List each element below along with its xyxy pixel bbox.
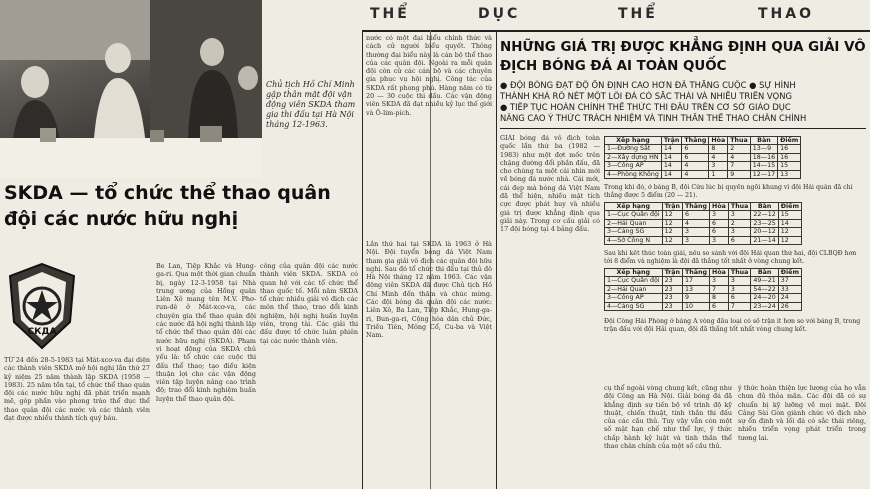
header-cell: Thắng [683, 203, 710, 211]
table-row [605, 170, 801, 178]
cell: 8 [709, 145, 728, 153]
cell: 54—22 [751, 285, 778, 293]
header-word-1: THỂ [370, 6, 410, 22]
cell: 4 [682, 162, 709, 170]
cell: 33 [778, 285, 801, 293]
cell: 7 [710, 285, 729, 293]
table-row [605, 145, 801, 153]
cell: 13 [683, 285, 710, 293]
left-article-col1-top [84, 262, 154, 352]
cell: 3 [683, 228, 710, 236]
header-cell: Thắng [683, 269, 710, 277]
cell: 23—25 [751, 219, 778, 227]
cell: 15 [778, 162, 801, 170]
standings-table-group-a [604, 136, 801, 179]
cell: 23—24 [751, 302, 778, 310]
cell: 6 [683, 211, 710, 219]
cell: 3 [728, 277, 751, 285]
header-cell: Thua [728, 203, 751, 211]
cell: 26 [778, 302, 801, 310]
header-word-3: THỂ [618, 6, 658, 22]
note-text: Đội Công Hải Phòng ở bảng A vòng đầu loại có số trận ít hơn so với bảng B, trong trận đấu với đội Hải quan, đội đã thắng tốt nhất vòng chung kết. [604, 318, 861, 333]
deck-line: THÀNH KHÁ RÕ NÉT MỘT LỐI ĐÁ CÓ SẮC THÁI VÀ NHIỀU TRIỂN VỌNG [500, 91, 793, 101]
cell: 4 [728, 153, 751, 161]
cell: 7 [728, 302, 751, 310]
cell: 23 [662, 277, 682, 285]
left-article-col2: Be Lan, Tiệp Khắc và Hung-ga-ri. Qua một thời gian chuẩn bị, ngày 12-3-1958 tại Nhà trung ương của Hồng quân Liên Xô mang tên M.V. Phơ-run-dê ở Mát-xcơ-va, các chuyên gia thể thao quân đội các nước đã hội nghị thành lập tổ chức thể thao quân đội các nước hữu nghị (SKDA). Phạm vi hoạt động của SKDA chủ yếu là: tổ chức các cuộc thi đấu thể thao; tạo điều kiện thuận lợi cho các vận động viên tập luyện nâng cao trình độ; trao đổi kinh nghiệm huấn luyện thể thao quân đội. [156, 262, 256, 403]
cell: 12 [778, 236, 801, 244]
header-word-4: THAO [758, 6, 815, 22]
deck-line: NÂNG CAO Ý THỨC TRÁCH NHIỆM VÀ TINH THẦN THỂ THAO CHÂN CHÍNH [500, 113, 807, 123]
cell: 3 [710, 211, 729, 219]
deck-line: ● TIẾP TỤC HOÀN CHỈNH THỂ THỨC THI ĐẤU TRÊN CƠ SỞ GIÁO DỤC [500, 102, 791, 112]
team-cell: 2—Xây dựng HN [605, 153, 662, 161]
team-cell: 4—Sở Công N [605, 236, 663, 244]
header-cell: Trận [662, 203, 682, 211]
header-cell: Bàn [751, 203, 778, 211]
cell: 14 [778, 219, 801, 227]
divider [500, 128, 866, 129]
cell: 6 [710, 219, 729, 227]
cell: 9 [728, 170, 751, 178]
team-cell: 1—Cục Quân đội [605, 211, 663, 219]
photo-caption: Chủ tịch Hồ Chí Minh gặp thân mật đội vận động viên SKDA tham gia thi đấu tại Hà Nội tháng 12-1963. [266, 80, 356, 129]
historical-photo [0, 0, 262, 178]
cell: 22—12 [751, 211, 778, 219]
cell: 2 [728, 145, 751, 153]
cell: 15 [778, 211, 801, 219]
team-cell: 3—Cảng SG [605, 228, 663, 236]
right-article-col3: ý thức hoàn thiện lực lượng của họ vẫn chưa đủ thỏa mãn. Các đội đã có sự chuẩn bị kỹ lưỡng về mọi mặt. Đội Cảng Sài Gòn giành chức vô địch nhờ sự ổn định và lối đá có sắc thái riêng, nhiều triển vọng phát triển trong tương lai. [738, 384, 866, 442]
cell: 1 [709, 170, 728, 178]
cell: 12 [662, 228, 682, 236]
note-text: Sau khi kết thúc toàn giải, nêu so sánh với đội Hải quan thứ hai, đội CLBQĐ hơn tới 8 điểm và nghiệm là đội đã thắng tốt nhất ở vòng chung kết. [604, 250, 857, 265]
header-cell: Điểm [778, 269, 801, 277]
svg-text:СКДА: СКДА [27, 327, 57, 337]
team-cell: 3—Công AP [605, 162, 662, 170]
cell: 24 [778, 294, 801, 302]
team-cell: 1—Cục Quân đội [605, 277, 663, 285]
table-row [605, 294, 802, 302]
header-cell: Xếp hạng [605, 137, 662, 145]
header-cell: Thắng [682, 137, 709, 145]
left-article-col1: TỪ 24 đến 28-5-1983 tại Mát-xcơ-va đại diện các thành viên SKDA mở hội nghị lần thứ 27 kỷ niệm 25 năm thành lập SKDA (1958 — 1983). 25 năm tồn tại, tổ chức thể thao quân đội các nước hữu nghị đã phát triển mạnh mẽ, góp phần vào phong trào thể dục thể thao quân đội các nước và các thành viên đạt được nhiều thành tích quý báu. [4, 356, 150, 423]
table-row [605, 219, 802, 227]
header-cell: Điểm [778, 203, 801, 211]
cell: 3 [709, 162, 728, 170]
team-cell: 1—Đường Sắt [605, 145, 662, 153]
team-cell: 2—Hải Quan [605, 285, 663, 293]
header-cell: Hòa [710, 203, 729, 211]
header-cell: Bàn [750, 137, 777, 145]
cell: 23 [662, 302, 682, 310]
cell: 17 [683, 277, 710, 285]
team-cell: 3—Công AP [605, 294, 663, 302]
cell: 6 [682, 153, 709, 161]
right-article-deck [500, 80, 866, 124]
cell: 16 [778, 153, 801, 161]
cell: 13 [778, 170, 801, 178]
section-header [362, 0, 870, 32]
cell: 12 [662, 211, 682, 219]
table-header-row [605, 269, 802, 277]
team-cell: 2—Hải Quan [605, 219, 663, 227]
table-row [605, 228, 802, 236]
cell: 4 [682, 170, 709, 178]
table-header-row [605, 137, 801, 145]
cell: 23 [662, 285, 682, 293]
right-article-col2: cụ thể ngoài vòng chung kết, cũng như đội Công an Hà Nội. Giải bóng đá đã khẳng định sự tiến bộ về trình độ kỹ thuật, chiến thuật, tinh thần thi đấu của các cầu thủ. Tuy vậy vẫn còn một số mặt hạn chế như thể lực, ý thức chấp hành kỷ luật và tinh thần thể thao chân chính của một số cầu thủ. [604, 384, 732, 451]
header-cell: Thua [728, 137, 751, 145]
cell: 14 [661, 145, 681, 153]
header-cell: Trận [661, 137, 681, 145]
header-cell: Hòa [710, 269, 729, 277]
standings-table-final [604, 268, 802, 311]
team-cell: 4—Cảng SG [605, 302, 663, 310]
cell: 12—17 [750, 170, 777, 178]
cell: 6 [728, 236, 751, 244]
table-row [605, 236, 802, 244]
skda-logo [6, 262, 78, 350]
table-header-row [605, 203, 802, 211]
deck-line: ● ĐỘI BÓNG ĐẠT ĐỘ ỔN ĐỊNH CAO HƠN ĐÃ THẮNG CUỘC ● SỰ HÌNH [500, 80, 796, 90]
right-article-title: NHỮNG GIÁ TRỊ ĐƯỢC KHẲNG ĐỊNH QUA GIẢI VÔ ĐỊCH BÓNG ĐÁ AI TOÀN QUỐC [500, 40, 866, 74]
cell: 2 [728, 219, 751, 227]
cell: 4 [709, 153, 728, 161]
left-article-col3: công của quân đội các nước thành viên SKDA. SKDA có quan hệ với các tổ chức thể thao quốc tế. Mỗi năm SKDA tổ chức nhiều giải vô địch các môn thể thao, trao đổi kinh nghiệm, hội nghị huấn luyện viên, trọng tài. Các giải thi đấu được tổ chức luân phiên tại các nước thành viên. [260, 262, 358, 345]
cell: 3 [728, 228, 751, 236]
cell: 3 [728, 211, 751, 219]
column-rule [362, 30, 363, 489]
header-cell: Xếp hạng [605, 269, 663, 277]
cell: 3 [728, 285, 751, 293]
header-word-2: DỤC [478, 6, 521, 22]
header-cell: Xếp hạng [605, 203, 663, 211]
cell: 21—14 [751, 236, 778, 244]
header-cell: Điểm [778, 137, 801, 145]
header-cell: Hòa [709, 137, 728, 145]
cell: 7 [728, 162, 751, 170]
team-cell: 4—Phòng Không [605, 170, 662, 178]
header-cell: Bàn [751, 269, 778, 277]
cell: 20—12 [751, 228, 778, 236]
table-row [605, 153, 801, 161]
left-article-title: SKDA — tổ chức thể thao quân đội các nước hữu nghị [4, 182, 331, 230]
cell: 24—20 [751, 294, 778, 302]
table-row [605, 211, 802, 219]
cell: 14—15 [750, 162, 777, 170]
cell: 16 [778, 145, 801, 153]
table-row [605, 302, 802, 310]
table-row [605, 285, 802, 293]
table-row [605, 162, 801, 170]
cell: 4 [683, 219, 710, 227]
cell: 12 [662, 236, 682, 244]
standings-table-group-b [604, 202, 802, 245]
cell: 14 [661, 162, 681, 170]
column-rule [496, 30, 497, 489]
header-cell: Thua [728, 269, 751, 277]
cell: 18—16 [750, 153, 777, 161]
left-article-col4: nước có một đại biểu chính thức và cách cử người biểu quyết. Thông thường đại biểu này là cán bộ thể thao của các quân đội. Ngoài ra mỗi quân đội còn cử các cán bộ và các chuyên gia phục vụ hội nghị. Công tác của SKDA rất phong phú. Hàng năm có từ 20 — 30 cuộc thi đấu. Các vận động viên SKDA đã đạt nhiều kỷ lục thế giới và Ô-lim-pích. [366, 34, 492, 117]
cell: 6 [710, 302, 729, 310]
skda-emblem-icon [6, 262, 78, 350]
cell: 14 [661, 170, 681, 178]
cell: 14 [661, 153, 681, 161]
cell: 3 [710, 236, 729, 244]
cell: 6 [710, 228, 729, 236]
table-row [605, 277, 802, 285]
photo-image [0, 0, 262, 178]
cell: 6 [682, 145, 709, 153]
cell: 8 [710, 294, 729, 302]
cell: 12 [662, 219, 682, 227]
cell: 49—21 [751, 277, 778, 285]
cell: 3 [710, 277, 729, 285]
cell: 6 [728, 294, 751, 302]
cell: 13—9 [750, 145, 777, 153]
cell: 3 [683, 236, 710, 244]
header-cell: Trận [662, 269, 682, 277]
cell: 9 [683, 294, 710, 302]
cell: 23 [662, 294, 682, 302]
left-article-col5: Lần thứ hai tại SKDA là 1963 ở Hà Nội. Đội tuyển bóng đá Việt Nam tham gia giải vô địch các quân đội hữu nghị. Sau đó tổ chức thi đấu tại thủ đô Hà Nội tháng 12 năm 1963. Các vận động viên SKDA đã được Chủ tịch Hồ Chí Minh đến thăm và chúc mừng. Các đội bóng đá quân đội các nước: Liên Xô, Ba Lan, Tiệp Khắc, Hung-ga-ri, Bun-ga-ri, Cộng hòa dân chủ Đức, Triều Tiên, Mông Cổ, Cu-ba và Việt Nam. [366, 240, 492, 340]
cell: 10 [683, 302, 710, 310]
cell: 37 [778, 277, 801, 285]
note-text: Trong khi đó, ở bảng B, đội Cửu lúc bị quyền ngồi khung vì đội Hải quân đã chỉ thắng được 5 điểm (20 — 21). [604, 184, 853, 199]
cell: 12 [778, 228, 801, 236]
right-article-col1: GIẢI bóng đá vô địch toàn quốc lần thứ ba (1982 — 1983) như một đợt mốc trên chặng đường đổi phần đấu, đã cho chúng ta một cái nhìn mới về bóng đá nước nhà. Cái mới, cái đẹp mà bóng đá Việt Nam đã thể hiện, nhiều mặt tích cực được phát huy và nhiều giá trị được khẳng định qua giải này. Trong cơ cấu giải có 17 đội bóng tại 4 bảng đấu. [500, 134, 600, 234]
